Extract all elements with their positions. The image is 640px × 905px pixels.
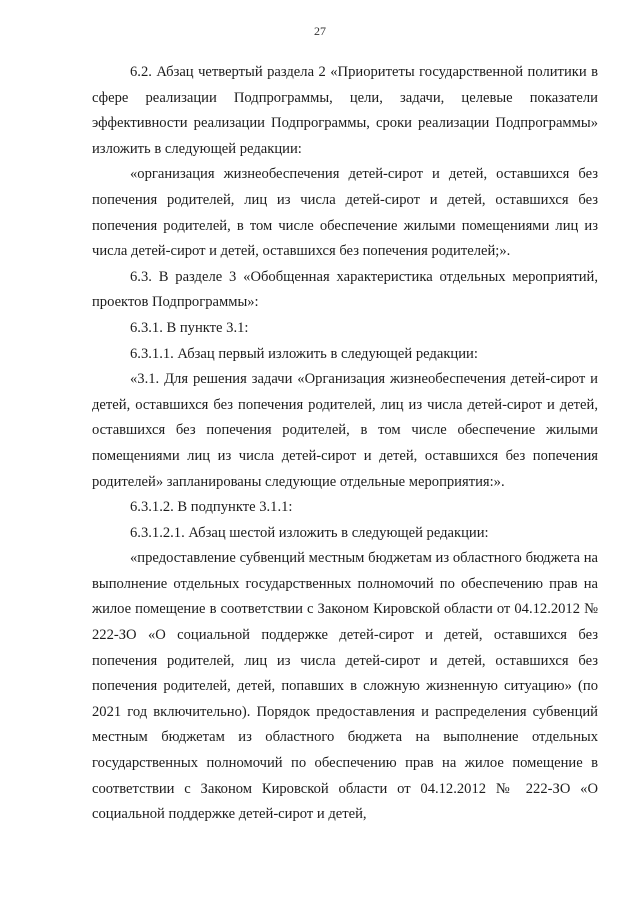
paragraph-6-3-1-2: 6.3.1.2. В подпункте 3.1.1: [130, 499, 293, 516]
paragraph-6-3-1-2-1: 6.3.1.2.1. Абзац шестой изложить в следующей редакции: [130, 524, 489, 541]
page-number: 27 [314, 24, 326, 38]
paragraph-quote-3-1: «3.1. Для решения задачи «Организация жизнеобеспечения детей-сирот и детей, оставшихся без попечения родителей, лиц из числа детей-сирот и детей, оставшихся без попечения родителей, в том числе обеспечение жилыми помещениями лиц из числа детей-сирот и детей, оставшихся без попечения родителей» запланированы следующие отдельные мероприятия:». [92, 371, 598, 490]
paragraph-6-2: 6.2. Абзац четвертый раздела 2 «Приоритеты государственной политики в сфере реализации Подпрограммы, цели, задачи, целевые показатели эффективности реализации Подпрограммы, сроки реализации Подпрограммы» изложить в следующей редакции: [92, 64, 598, 157]
paragraph-6-3-1: 6.3.1. В пункте 3.1: [130, 319, 249, 336]
paragraph-6-3-1-1: 6.3.1.1. Абзац первый изложить в следующей редакции: [130, 345, 478, 362]
paragraph-quote-organization: «организация жизнеобеспечения детей-сирот и детей, оставшихся без попечения родителей, лиц из числа детей-сирот и детей, оставшихся без попечения родителей, в том числе обеспечение жилыми помещениями лиц из числа детей-сирот и детей, оставшихся без попечения родителей;». [92, 166, 598, 260]
paragraph-quote-subventions: «предоставление субвенций местным бюджетам из областного бюджета на выполнение отдельных государственных полномочий по обеспечению прав на жилое помещение в соответствии с Законом Кировской области от 04.12.2012 № 222-ЗО «О социальной поддержке детей-сирот и детей, оставшихся без попечения родителей, лиц из числа детей-сирот и детей, оставшихся без попечения родителей, детей, попавших в сложную жизненную ситуацию» (по 2021 год включительно). Порядок предоставления и распределения субвенций местным бюджетам из областного бюджета на выполнение отдельных государственных полномочий по обеспечению прав на жилое помещение в соответствии с Законом Кировской области от 04.12.2012 № 222-ЗО «О социальной поддержке детей-сирот и детей, [92, 550, 598, 823]
document-body [92, 60, 598, 828]
paragraph-6-3: 6.3. В разделе 3 «Обобщенная характеристика отдельных мероприятий, проектов Подпрограммы»: [92, 268, 598, 311]
